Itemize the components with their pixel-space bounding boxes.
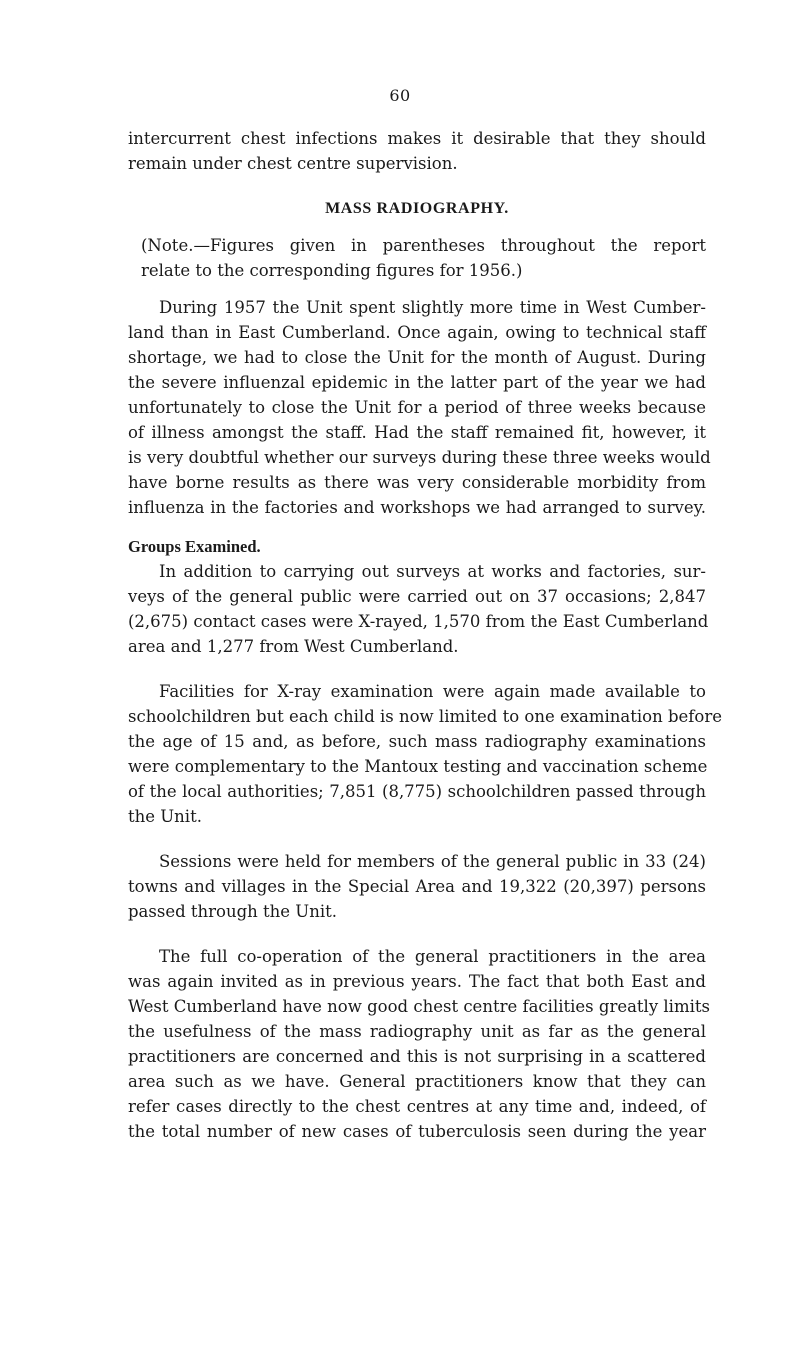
text-line: the total number of new cases of tuberculosis seen during the year — [128, 1122, 706, 1141]
text-line: have borne results as there was very considerable morbidity from — [128, 473, 706, 492]
text-line: In addition to carrying out surveys at works and factories, sur- — [159, 562, 706, 581]
text-line: relate to the corresponding figures for 1956.) — [141, 261, 523, 280]
text-line: The full co-operation of the general practitioners in the area — [159, 947, 706, 966]
body-text — [128, 126, 722, 1144]
page-number: 60 — [389, 86, 411, 105]
text-line: the severe influenzal epidemic in the latter part of the year we had — [128, 373, 706, 392]
text-line: Facilities for X-ray examination were again made available to — [159, 682, 706, 701]
text-line: of the local authorities; 7,851 (8,775) schoolchildren passed through — [128, 782, 706, 801]
text-line: area such as we have. General practitioners know that they can — [128, 1072, 706, 1091]
text-line: passed through the Unit. — [128, 902, 337, 921]
text-line: (Note.—Figures given in parentheses throughout the report — [141, 236, 706, 255]
paragraph-sessions — [128, 849, 706, 924]
paragraph-unit-operation — [128, 295, 711, 520]
text-line: was again invited as in previous years. The fact that both East and — [128, 972, 706, 991]
text-line: schoolchildren but each child is now limited to one examination before — [128, 707, 722, 726]
text-line: West Cumberland have now good chest centre facilities greatly limits — [128, 997, 710, 1016]
text-line: the usefulness of the mass radiography unit as far as the general — [128, 1022, 706, 1041]
text-line: the Unit. — [128, 807, 202, 826]
paragraph-practitioners — [128, 944, 710, 1144]
paragraph-schoolchildren — [128, 679, 722, 829]
text-line: Sessions were held for members of the general public in 33 (24) — [159, 852, 706, 871]
text-line: remain under chest centre supervision. — [128, 154, 458, 173]
text-line: practitioners are concerned and this is not surprising in a scattered — [128, 1047, 706, 1066]
text-line: veys of the general public were carried out on 37 occasions; 2,847 — [128, 587, 706, 606]
text-line: of illness amongst the staff. Had the staff remained fit, however, it — [128, 423, 706, 442]
text-line: towns and villages in the Special Area and 19,322 (20,397) persons — [128, 877, 706, 896]
text-line: land than in East Cumberland. Once again, owing to technical staff — [128, 323, 706, 342]
text-line: is very doubtful whether our surveys during these three weeks would — [128, 448, 711, 467]
text-line: refer cases directly to the chest centres at any time and, indeed, of — [128, 1097, 706, 1116]
note-paragraph — [128, 233, 706, 283]
text-line: the age of 15 and, as before, such mass radiography examinations — [128, 732, 706, 751]
intro-paragraph — [128, 126, 706, 176]
text-line: (2,675) contact cases were X-rayed, 1,570 from the East Cumberland — [128, 612, 709, 631]
groups-heading: Groups Examined. — [128, 537, 261, 556]
text-line: unfortunately to close the Unit for a period of three weeks because — [128, 398, 706, 417]
text-line: intercurrent chest infections makes it desirable that they should — [128, 129, 706, 148]
text-line: During 1957 the Unit spent slightly more time in West Cumber- — [159, 298, 706, 317]
section-heading: MASS RADIOGRAPHY. — [325, 200, 509, 217]
text-line: were complementary to the Mantoux testing and vaccination scheme — [128, 757, 708, 776]
text-line: area and 1,277 from West Cumberland. — [128, 637, 459, 656]
text-line: influenza in the factories and workshops we had arranged to survey. — [128, 498, 706, 517]
paragraph-groups-examined — [128, 559, 709, 659]
text-line: shortage, we had to close the Unit for the month of August. During — [128, 348, 706, 367]
